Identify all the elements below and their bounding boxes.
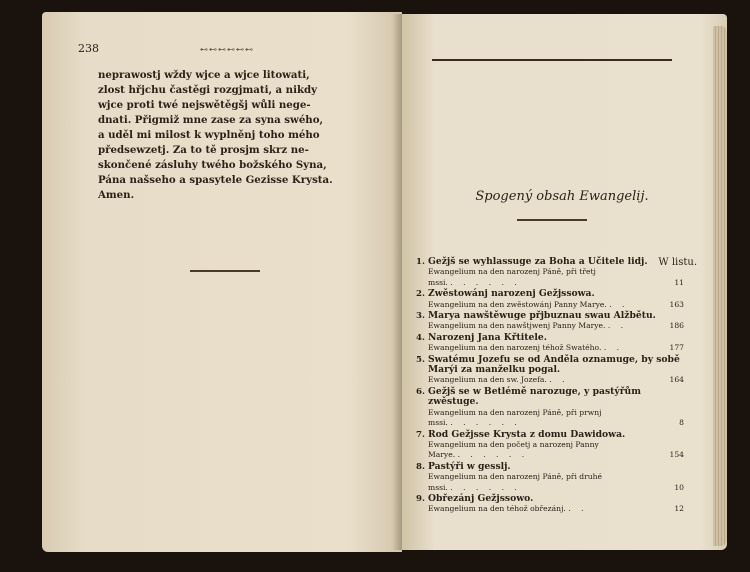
toc-entry bbox=[416, 462, 684, 493]
entry-number: 2. bbox=[416, 289, 425, 300]
continuation-text: mssi. bbox=[428, 482, 448, 492]
leader-dots: . . . . . . bbox=[457, 450, 529, 460]
entry-number: 5. bbox=[416, 354, 425, 365]
text-line: dnati. Přigmiž mne zase za syna swého, bbox=[98, 114, 324, 126]
continuation-text: mssi. bbox=[428, 277, 448, 287]
text-line: Pána našseho a spasytele Gezisse Krysta. bbox=[98, 174, 333, 186]
text-line: předsewzetj. Za to tě prosjm skrz ne- bbox=[98, 144, 309, 156]
entry-title: Narozenj Jana Křtitele. bbox=[428, 331, 547, 343]
toc-entry bbox=[416, 257, 684, 288]
text-line: neprawostj wždy wjce a wjce litowati, bbox=[98, 69, 310, 81]
gospel-text: Ewangelium na den sw. Jozefa. bbox=[428, 375, 547, 385]
page-column-label: W listu. bbox=[658, 257, 697, 268]
toc-entry bbox=[416, 311, 684, 332]
gospel-text: Ewangelium na den nawštjwenj Panny Marye. bbox=[428, 321, 606, 331]
entry-gospel bbox=[416, 267, 684, 277]
leader-dots: . . bbox=[568, 504, 588, 514]
continuation-text: Marye. bbox=[428, 450, 456, 460]
text-line: Amen. bbox=[98, 189, 135, 201]
entry-gospel bbox=[416, 472, 684, 482]
entry-number: 3. bbox=[416, 311, 425, 322]
entry-number: 1. bbox=[416, 257, 425, 267]
text-line: wjce proti twé nejswětěgšj wůli nege- bbox=[98, 99, 311, 111]
entry-continuation bbox=[416, 418, 684, 428]
gospel-text: Ewangelium na den narozenj Páně, při druhé bbox=[428, 472, 603, 482]
contents-list bbox=[416, 257, 684, 516]
entry-title: Gežjš se wyhlassuge za Boha a Učitele lidj. bbox=[428, 256, 648, 267]
text-line: a uděl mi milost k wyplněnj toho mého bbox=[98, 129, 320, 141]
entry-continuation bbox=[416, 278, 684, 288]
entry-page: 177 bbox=[669, 343, 684, 353]
toc-entry bbox=[416, 430, 684, 461]
page-edges bbox=[713, 26, 727, 546]
entry-continuation bbox=[416, 483, 684, 493]
leader-dots: . . bbox=[549, 375, 569, 385]
gospel-text: Ewangelium na den narozenj Páně, při prwnj bbox=[428, 407, 602, 417]
gospel-text: Ewangelium na den narozenj Páně, při třetj bbox=[428, 267, 596, 277]
toc-entry bbox=[416, 387, 684, 429]
page-number: 238 bbox=[78, 42, 99, 55]
toc-entry bbox=[416, 333, 684, 354]
entry-gospel bbox=[416, 504, 684, 514]
text-line: skončené zásluhy twého božského Syna, bbox=[98, 159, 327, 171]
toc-entry bbox=[416, 494, 684, 515]
entry-page: 10 bbox=[674, 482, 684, 492]
entry-number: 7. bbox=[416, 429, 425, 440]
left-page bbox=[42, 12, 402, 552]
entry-number: 6. bbox=[416, 386, 425, 397]
entry-gospel bbox=[416, 343, 684, 353]
entry-number: 8. bbox=[416, 461, 425, 472]
entry-number: 4. bbox=[416, 332, 425, 343]
entry-number: 9. bbox=[416, 493, 425, 504]
entry-gospel bbox=[416, 300, 684, 310]
leader-dots: . . . . . . bbox=[450, 418, 521, 428]
contents-heading: Spogený obsah Ewangelij. bbox=[475, 189, 649, 204]
gospel-text: Ewangelium na den zwěstowánj Panny Marye. bbox=[428, 299, 607, 309]
entry-title: Zwěstowánj narozenj Gežjssowa. bbox=[428, 288, 595, 300]
leader-dots: . . bbox=[607, 321, 628, 331]
gospel-text: Ewangelium na den početj a narozenj Panny bbox=[428, 439, 599, 449]
gospel-text: Ewangelium na den narozenj téhož Swatého. bbox=[428, 343, 602, 353]
entry-page: 11 bbox=[674, 277, 684, 287]
entry-title: Rod Gežjsse Krysta z domu Dawidowa. bbox=[428, 428, 626, 440]
toc-entry bbox=[416, 355, 684, 386]
entry-gospel bbox=[416, 321, 684, 331]
leader-dots: . . . . . . bbox=[450, 482, 521, 492]
entry-page: 164 bbox=[669, 375, 684, 385]
prayer-text bbox=[98, 68, 398, 203]
right-page bbox=[402, 14, 727, 550]
divider-rule bbox=[517, 219, 587, 221]
text-line: zlost hřjchu častěgi rozgjmati, a nikdy bbox=[98, 84, 318, 96]
leader-dots: . . bbox=[603, 343, 624, 353]
header-ornament: ⊷⊷⊷⊷⊷⊷ bbox=[200, 45, 254, 54]
entry-gospel bbox=[416, 440, 684, 450]
entry-gospel bbox=[416, 375, 684, 385]
entry-continuation bbox=[416, 450, 684, 460]
divider-rule bbox=[190, 270, 260, 272]
leader-dots: . . bbox=[609, 299, 629, 309]
entry-title: Pastýři w gesslj. bbox=[428, 460, 511, 472]
entry-title: Marya nawštěwuge přjbuznau swau Alžbětu. bbox=[428, 310, 656, 322]
entry-title: Gežjš se w Betlémě narozuge, y pastýřům zwěstuge. bbox=[428, 385, 641, 408]
open-book bbox=[30, 10, 735, 558]
entry-page: 12 bbox=[674, 504, 684, 514]
toc-entry bbox=[416, 289, 684, 310]
top-rule bbox=[432, 59, 672, 61]
entry-page: 154 bbox=[669, 450, 684, 460]
leader-dots: . . . . . . bbox=[450, 277, 521, 287]
entry-gospel bbox=[416, 408, 684, 418]
gospel-text: Ewangelium na den téhož obřezánj. bbox=[428, 504, 566, 514]
entry-title: Obřezánj Gežjssowo. bbox=[428, 492, 534, 504]
entry-page: 186 bbox=[669, 321, 684, 331]
continuation-text: mssi. bbox=[428, 418, 448, 428]
entry-title: Swatému Jozefu se od Anděla oznamuge, by sobě Marýi za manželku pogal. bbox=[428, 353, 680, 376]
entry-page: 8 bbox=[679, 418, 684, 428]
entry-page: 163 bbox=[669, 299, 684, 309]
